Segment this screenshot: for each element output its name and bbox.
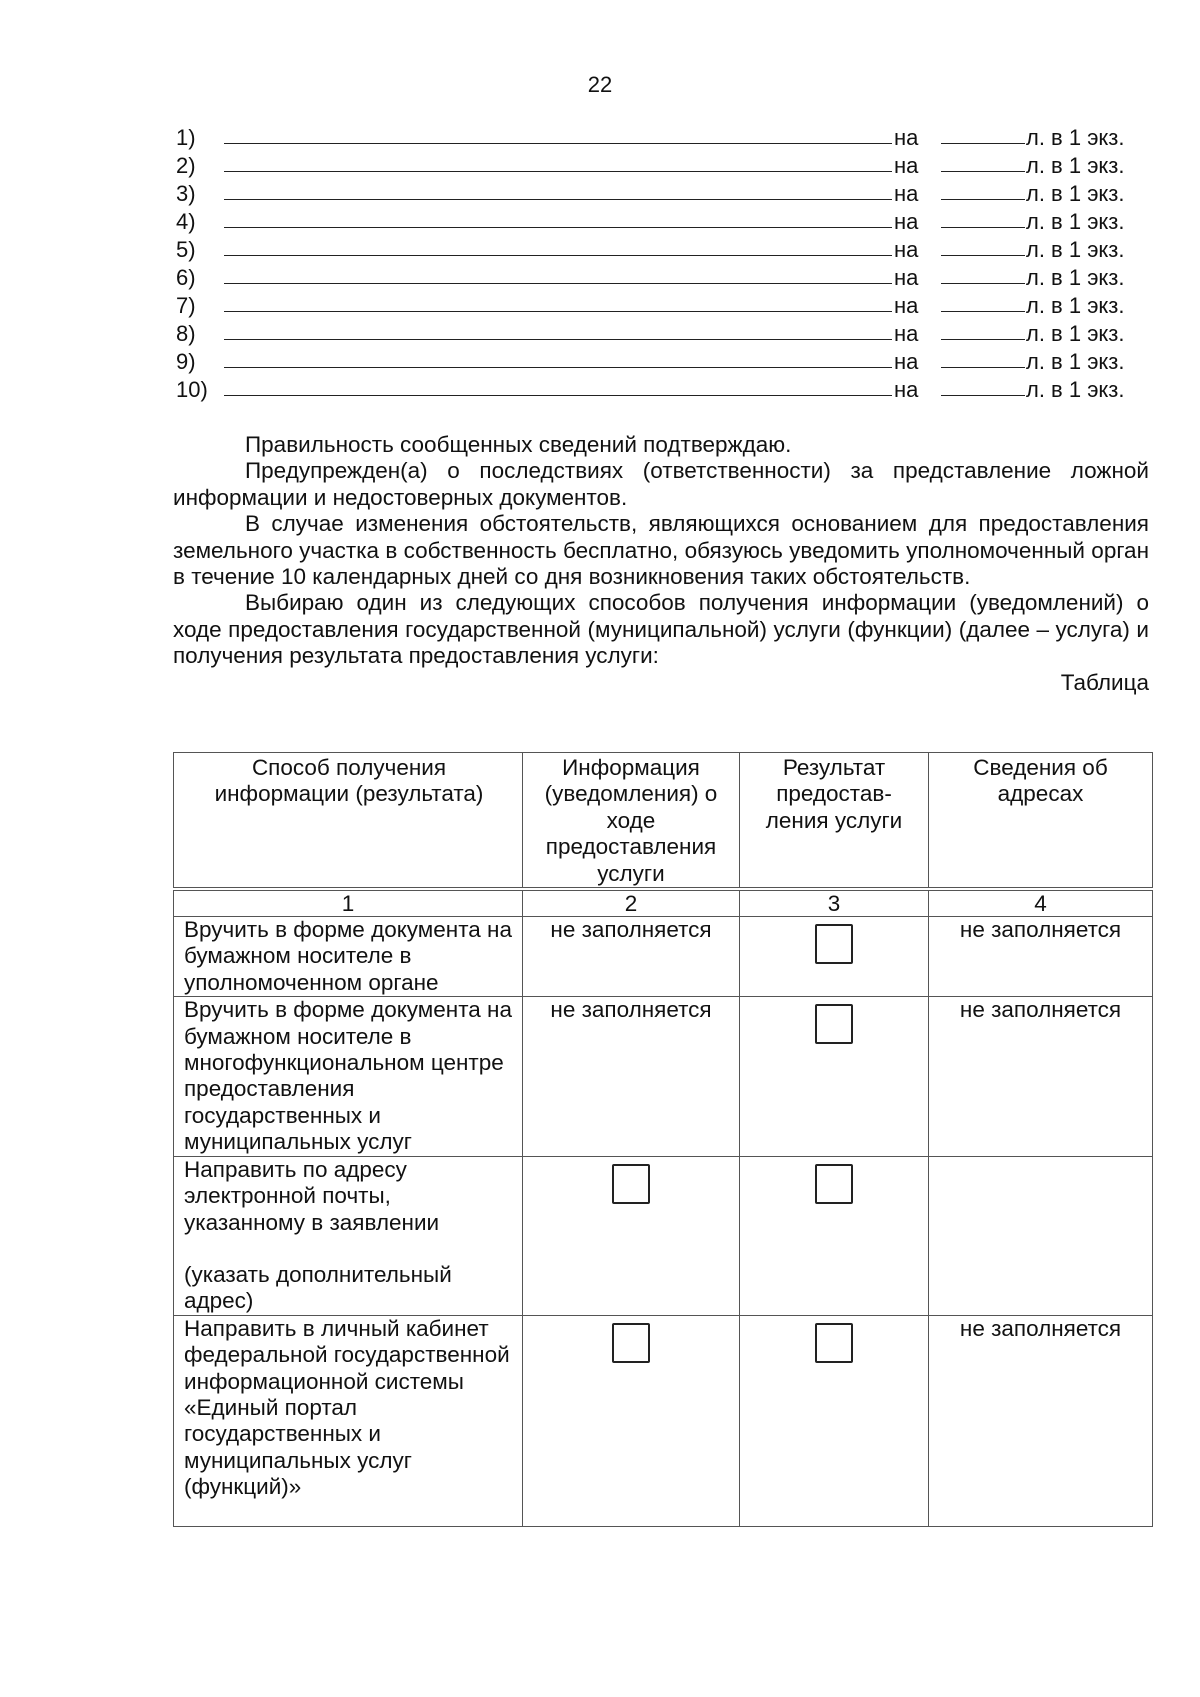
sheet-count-line[interactable] (941, 283, 1025, 284)
choice-paragraph: Выбираю один из следующих способов получения информации (уведомлений) о ходе предоставления государственной (муниципальной) услуги (функции) (далее – услуга) и получения результата предоставления услуги: (173, 590, 1149, 669)
result-cell (740, 917, 929, 997)
additional-address-note: (указать дополнительный адрес) (184, 1261, 452, 1314)
attachment-number: 4) (176, 209, 196, 234)
na-label: на (894, 153, 919, 178)
attachment-list (176, 124, 1131, 404)
info-cell (523, 1156, 740, 1315)
address-cell: не заполняется (929, 917, 1153, 997)
attachment-number: 3) (176, 181, 196, 206)
result-cell (740, 1156, 929, 1315)
result-checkbox[interactable] (815, 924, 853, 964)
na-label: на (894, 321, 919, 346)
attachment-name-line[interactable] (224, 255, 892, 256)
na-label: на (894, 181, 919, 206)
attachment-number: 9) (176, 349, 196, 374)
na-label: на (894, 377, 919, 402)
attachment-row (176, 348, 1131, 376)
attachment-row (176, 320, 1131, 348)
attachment-name-line[interactable] (224, 339, 892, 340)
result-checkbox[interactable] (815, 1164, 853, 1204)
delivery-methods-table (173, 752, 1153, 1527)
address-cell: не заполняется (929, 1315, 1153, 1526)
copies-label: л. в 1 экз. (1026, 181, 1125, 206)
column-number-row (174, 891, 1153, 917)
attachment-row (176, 180, 1131, 208)
attachment-name-line[interactable] (224, 227, 892, 228)
sheet-count-line[interactable] (941, 171, 1025, 172)
na-label: на (894, 265, 919, 290)
attachment-row (176, 152, 1131, 180)
info-checkbox[interactable] (612, 1323, 650, 1363)
table-row (174, 917, 1153, 997)
sheet-count-line[interactable] (941, 143, 1025, 144)
method-cell (174, 1156, 523, 1315)
info-cell: не заполняется (523, 997, 740, 1156)
attachment-number: 7) (176, 293, 196, 318)
attachment-number: 10) (176, 377, 208, 402)
copies-label: л. в 1 экз. (1026, 209, 1125, 234)
attachment-number: 5) (176, 237, 196, 262)
attachment-row (176, 208, 1131, 236)
attachment-number: 1) (176, 125, 196, 150)
address-cell: не заполняется (929, 997, 1153, 1156)
copies-label: л. в 1 экз. (1026, 349, 1125, 374)
table-header-row (174, 753, 1153, 888)
attachment-row (176, 124, 1131, 152)
info-cell (523, 1315, 740, 1526)
header-method: Способ получения информации (результата) (174, 753, 523, 888)
attachment-number: 6) (176, 265, 196, 290)
sheet-count-line[interactable] (941, 255, 1025, 256)
na-label: на (894, 209, 919, 234)
sheet-count-line[interactable] (941, 395, 1025, 396)
info-checkbox[interactable] (612, 1164, 650, 1204)
header-info: Информация (уведомления) о ходе предоставления услуги (523, 753, 740, 888)
na-label: на (894, 125, 919, 150)
column-number: 2 (523, 891, 740, 917)
copies-label: л. в 1 экз. (1026, 265, 1125, 290)
copies-label: л. в 1 экз. (1026, 293, 1125, 318)
na-label: на (894, 293, 919, 318)
result-checkbox[interactable] (815, 1323, 853, 1363)
na-label: на (894, 237, 919, 262)
info-cell: не заполняется (523, 917, 740, 997)
attachment-name-line[interactable] (224, 395, 892, 396)
table-row (174, 1156, 1153, 1315)
copies-label: л. в 1 экз. (1026, 377, 1125, 402)
column-number: 4 (929, 891, 1153, 917)
na-label: на (894, 349, 919, 374)
method-cell: Вручить в форме документа на бумажном носителе в уполномоченном органе (174, 917, 523, 997)
attachment-name-line[interactable] (224, 311, 892, 312)
declaration-text (173, 432, 1149, 696)
sheet-count-line[interactable] (941, 227, 1025, 228)
attachment-name-line[interactable] (224, 143, 892, 144)
method-cell: Вручить в форме документа на бумажном носителе в многофункциональном центре предоставления государственных и муниципальных услуг (174, 997, 523, 1156)
method-cell: Направить в личный кабинет федеральной государственной информационной системы «Единый портал государственных и муниципальных услуг (функций)» (174, 1315, 523, 1526)
attachment-name-line[interactable] (224, 367, 892, 368)
sheet-count-line[interactable] (941, 339, 1025, 340)
column-number: 3 (740, 891, 929, 917)
copies-label: л. в 1 экз. (1026, 237, 1125, 262)
warning-paragraph: Предупрежден(а) о последствиях (ответственности) за представление ложной информации и недостоверных документов. (173, 458, 1149, 510)
result-cell (740, 1315, 929, 1526)
obligation-paragraph: В случае изменения обстоятельств, являющихся основанием для предоставления земельного участка в собственность бесплатно, обязуюсь уведомить уполномоченный орган в течение 10 календарных дней со дня возникновения таких обстоятельств. (173, 511, 1149, 590)
table-row (174, 1315, 1153, 1526)
header-addresses: Сведения об адресах (929, 753, 1153, 888)
copies-label: л. в 1 экз. (1026, 321, 1125, 346)
result-cell (740, 997, 929, 1156)
attachment-name-line[interactable] (224, 171, 892, 172)
copies-label: л. в 1 экз. (1026, 153, 1125, 178)
address-cell[interactable] (929, 1156, 1153, 1315)
copies-label: л. в 1 экз. (1026, 125, 1125, 150)
table-row (174, 997, 1153, 1156)
page-number: 22 (587, 72, 613, 97)
result-checkbox[interactable] (815, 1004, 853, 1044)
attachment-name-line[interactable] (224, 199, 892, 200)
table-caption: Таблица (1060, 669, 1149, 695)
sheet-count-line[interactable] (941, 311, 1025, 312)
attachment-row (176, 264, 1131, 292)
sheet-count-line[interactable] (941, 367, 1025, 368)
header-result: Результат предостав-ления услуги (740, 753, 929, 888)
attachment-name-line[interactable] (224, 283, 892, 284)
attachment-row (176, 292, 1131, 320)
attachment-number: 2) (176, 153, 196, 178)
confirmation-paragraph: Правильность сообщенных сведений подтверждаю. (245, 432, 792, 457)
attachment-number: 8) (176, 321, 196, 346)
attachment-row (176, 236, 1131, 264)
column-number: 1 (174, 891, 523, 917)
sheet-count-line[interactable] (941, 199, 1025, 200)
method-text: Направить по адресу электронной почты, указанному в заявлении (184, 1156, 440, 1235)
attachment-row (176, 376, 1131, 404)
